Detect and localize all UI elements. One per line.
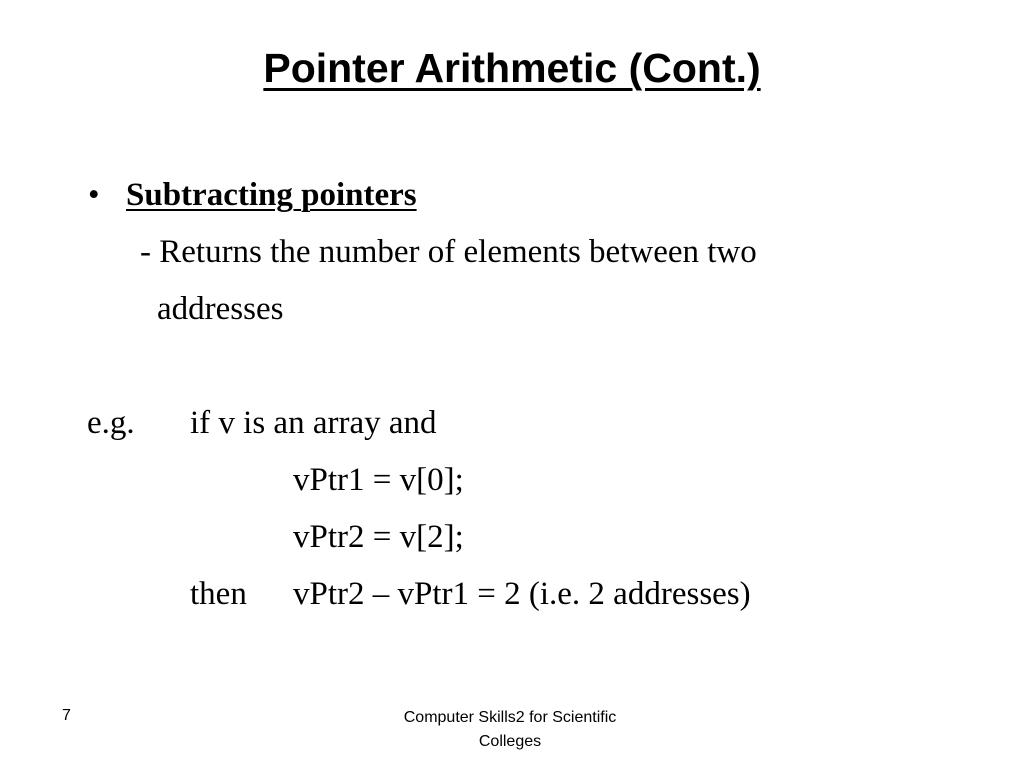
example-condition: if v is an array and: [190, 405, 437, 441]
example-label: e.g.: [87, 405, 135, 441]
bullet-heading: Subtracting pointers: [126, 177, 417, 213]
example-then-keyword: then: [190, 576, 247, 612]
example-result-expression: vPtr2 – vPtr1 = 2 (i.e. 2 addresses): [293, 576, 751, 612]
bullet-description-line-1: - Returns the number of elements between two: [140, 234, 757, 270]
bullet-description-line-2: addresses: [157, 291, 284, 327]
footer-course-line-2: Colleges: [478, 733, 542, 750]
example-code-line-1: vPtr1 = v[0];: [293, 462, 464, 498]
footer-course-title: [360, 706, 660, 754]
example-code-line-2: vPtr2 = v[2];: [293, 519, 464, 555]
bullet-marker: •: [88, 177, 100, 213]
footer-course-line-1: Computer Skills2 for Scientific: [403, 709, 617, 726]
slide-number: 7: [62, 707, 71, 724]
slide-title: Pointer Arithmetic (Cont.): [263, 45, 761, 91]
